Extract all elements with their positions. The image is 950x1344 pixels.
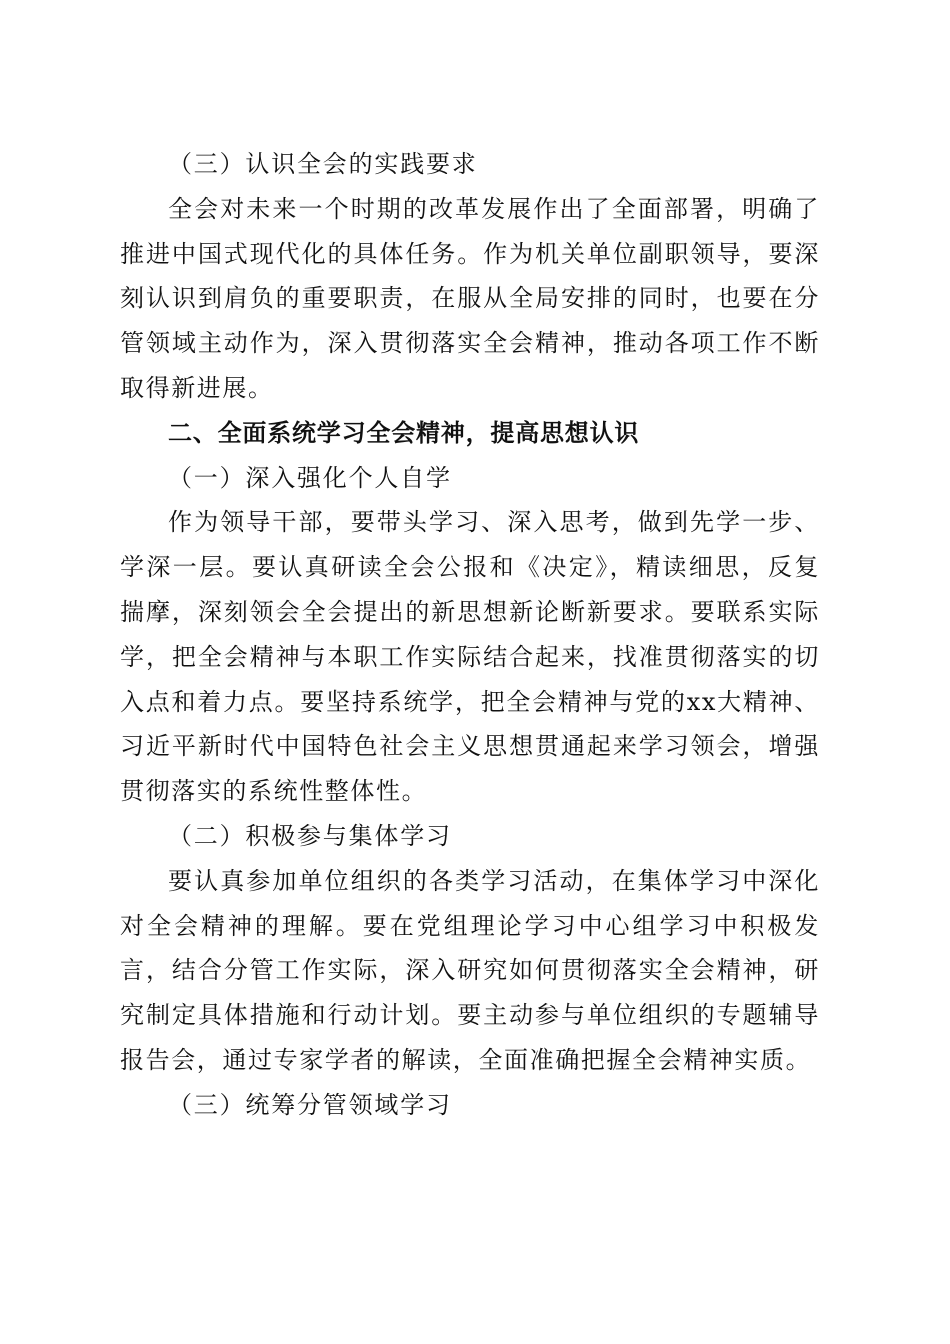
- subheading-self-study: （一）深入强化个人自学: [168, 463, 452, 492]
- section-heading-study-spirit: 二、全面系统学习全会精神，提高思想认识: [168, 418, 640, 447]
- document-content: [120, 142, 820, 1128]
- subheading-practice-requirements: （三）认识全会的实践要求: [168, 150, 478, 178]
- paragraph-practice-requirements: 全会对未来一个时期的改革发展作出了全面部署，明确了推进中国式现代化的具体任务。作为机关单位副职领导，要深刻认识到肩负的重要职责，在服从全局安排的同时，也要在分管领域主动作为，深入贯彻落实全会精神，推动各项工作不断取得新进展。: [120, 194, 820, 402]
- paragraph-self-study: 作为领导干部，要带头学习、深入思考，做到先学一步、学深一层。要认真研读全会公报和《决定》，精读细思，反复揣摩，深刻领会全会提出的新思想新论断新要求。要联系实际学，把全会精神与本职工作实际结合起来，找准贯彻落实的切入点和着力点。要坚持系统学，把全会精神与党的xx大精神、习近平新时代中国特色社会主义思想贯通起来学习领会，增强贯彻落实的系统性整体性。: [120, 508, 820, 806]
- subheading-collective-study: （二）积极参与集体学习: [168, 821, 452, 850]
- paragraph-collective-study: 要认真参加单位组织的各类学习活动，在集体学习中深化对全会精神的理解。要在党组理论学习中心组学习中积极发言，结合分管工作实际，深入研究如何贯彻落实全会精神，研究制定具体措施和行动计划。要主动参与单位组织的专题辅导报告会，通过专家学者的解读，全面准确把握全会精神实质。: [120, 866, 820, 1074]
- subheading-domain-study: （三）统筹分管领域学习: [168, 1090, 452, 1119]
